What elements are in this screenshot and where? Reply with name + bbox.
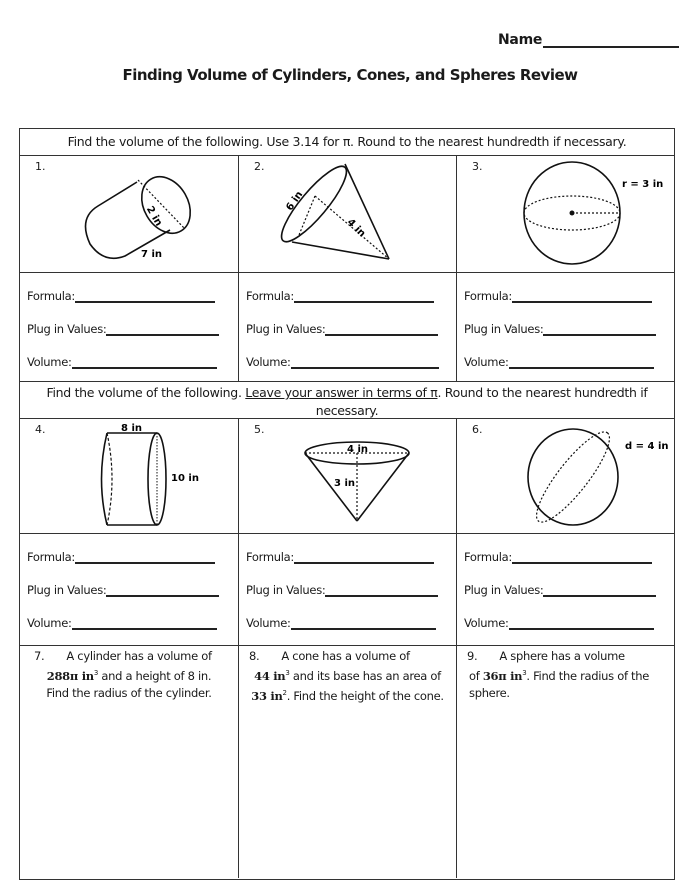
formula-field[interactable]: Formula: xyxy=(246,289,434,303)
section1-instructions: Find the volume of the following. Use 3.14 for π. Round to the nearest hundredth if necessary. xyxy=(20,129,674,156)
underlined-instruction: Leave your answer in terms of π xyxy=(245,385,438,400)
label-2in: 2 in xyxy=(143,204,164,229)
problem-2-figure-cell xyxy=(239,156,457,272)
volume-field[interactable]: Volume: xyxy=(246,616,436,630)
problem-1-figure-cell xyxy=(20,156,239,272)
svg-text:4 in: 4 in xyxy=(344,216,368,240)
name-blank-line[interactable] xyxy=(543,32,679,48)
section2-instructions: Find the volume of the following. Leave your answer in terms of π. Round to the nearest hundredth if necessary. xyxy=(20,382,674,419)
volume-field[interactable]: Volume: xyxy=(464,616,654,630)
problem-9-text: 9. A sphere has a volume of 36π $in^3$. Find the radius of the sphere. xyxy=(467,649,650,700)
problem-number: 6. xyxy=(472,423,483,436)
figures-row-2 xyxy=(20,419,674,534)
problem-2-answer-cell xyxy=(239,273,457,381)
svg-text:10 in: 10 in xyxy=(171,473,199,484)
sphere-diameter-figure-icon xyxy=(457,419,673,534)
cone-inverted-figure-icon xyxy=(239,419,457,534)
svg-text:7 in: 7 in xyxy=(141,249,162,260)
formula-field[interactable]: Formula: xyxy=(27,550,215,564)
problem-7-cell[interactable] xyxy=(20,646,239,878)
formula-field[interactable]: Formula: xyxy=(246,550,434,564)
plug-in-values-field[interactable]: Plug in Values: xyxy=(246,583,438,597)
problem-6-figure-cell xyxy=(457,419,673,533)
worksheet-table xyxy=(19,128,675,880)
problem-5-figure-cell xyxy=(239,419,457,533)
problem-number: 2. xyxy=(254,160,265,173)
page-title: Finding Volume of Cylinders, Cones, and Spheres Review xyxy=(122,66,578,84)
plug-in-values-field[interactable]: Plug in Values: xyxy=(464,583,656,597)
cylinder-upright-figure-icon xyxy=(20,419,239,534)
sphere-figure-icon xyxy=(457,156,673,273)
svg-text:3 in: 3 in xyxy=(334,478,355,489)
problem-1-answer-cell xyxy=(20,273,239,381)
plug-in-values-field[interactable]: Plug in Values: xyxy=(27,322,219,336)
problem-number: 5. xyxy=(254,423,265,436)
formula-field[interactable]: Formula: xyxy=(27,289,215,303)
figures-row-1 xyxy=(20,156,674,273)
plug-in-values-field[interactable]: Plug in Values: xyxy=(464,322,656,336)
problem-number: 1. xyxy=(35,160,46,173)
problem-7-text: 7. A cylinder has a volume of 288π $in^3$ and a height of 8 in. Find the radius of the cylinder. xyxy=(34,649,212,700)
volume-field[interactable]: Volume: xyxy=(464,355,654,369)
plug-in-values-field[interactable]: Plug in Values: xyxy=(246,322,438,336)
formula-field[interactable]: Formula: xyxy=(464,289,652,303)
cone-figure-icon xyxy=(239,156,457,273)
svg-text:d = 4 in: d = 4 in xyxy=(625,441,669,452)
problem-9-cell[interactable] xyxy=(457,646,673,878)
svg-text:4 in: 4 in xyxy=(347,444,368,455)
svg-text:r = 3 in: r = 3 in xyxy=(622,179,664,190)
problem-number: 4. xyxy=(35,423,46,436)
formula-field[interactable]: Formula: xyxy=(464,550,652,564)
volume-field[interactable]: Volume: xyxy=(246,355,439,369)
svg-text:6 in: 6 in xyxy=(284,189,306,213)
problem-3-answer-cell xyxy=(457,273,673,381)
word-problems-row xyxy=(20,646,674,878)
plug-in-values-field[interactable]: Plug in Values: xyxy=(27,583,219,597)
problem-4-figure-cell xyxy=(20,419,239,533)
problem-5-answer-cell xyxy=(239,534,457,645)
cylinder-labels-icon xyxy=(20,156,239,273)
volume-field[interactable]: Volume: xyxy=(27,616,217,630)
problem-3-figure-cell xyxy=(457,156,673,272)
volume-field[interactable]: Volume: xyxy=(27,355,217,369)
name-label: Name xyxy=(498,32,543,48)
name-field[interactable] xyxy=(498,32,679,48)
answer-row-1 xyxy=(20,273,674,382)
problem-8-text: 8. A cone has a volume of 44 $in^3$ and its base has an area of 33 $in^2$. Find the height of the cone. xyxy=(249,649,444,703)
svg-text:8 in: 8 in xyxy=(121,423,142,434)
problem-8-cell[interactable] xyxy=(239,646,457,878)
problem-6-answer-cell xyxy=(457,534,673,645)
answer-row-2 xyxy=(20,534,674,646)
problem-number: 3. xyxy=(472,160,483,173)
problem-4-answer-cell xyxy=(20,534,239,645)
